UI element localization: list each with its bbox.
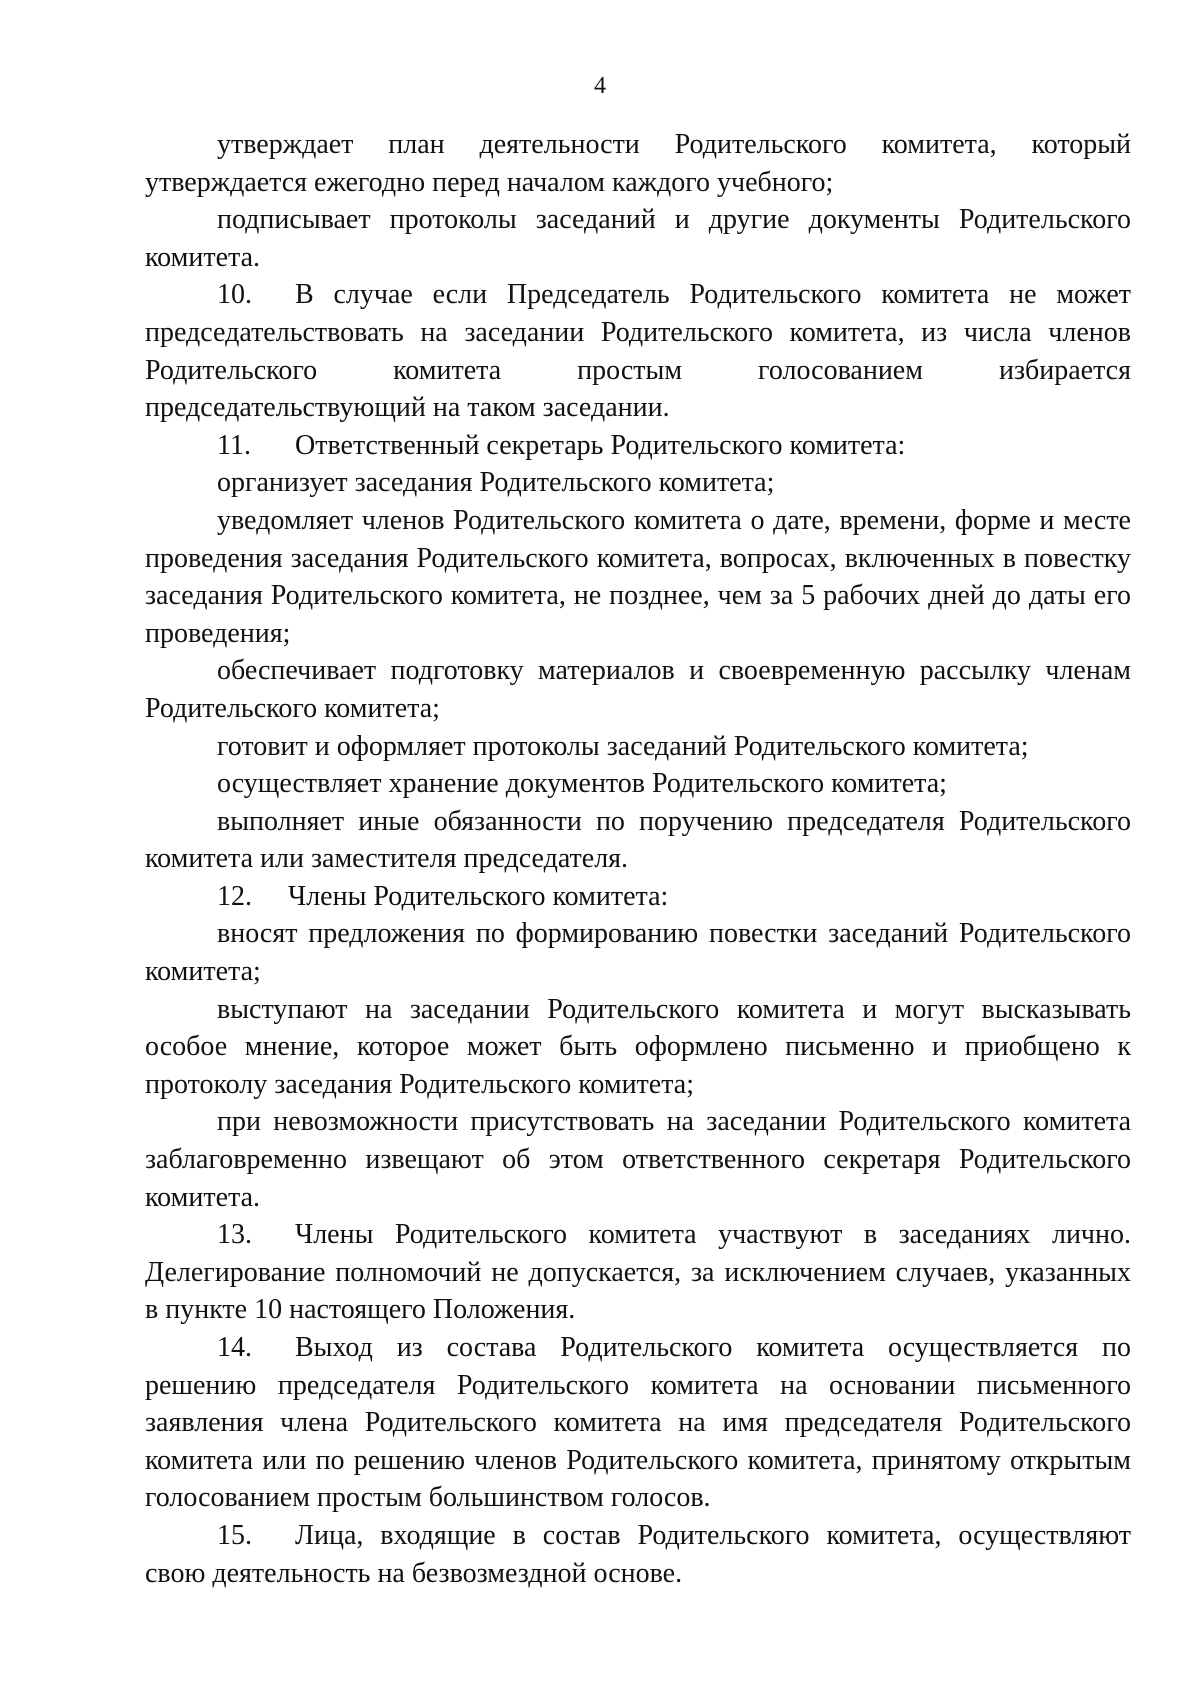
paragraph [145, 1103, 1131, 1216]
paragraph [145, 126, 1131, 201]
page-number: 4 [594, 73, 606, 99]
paragraph-number: 14. [217, 1332, 252, 1363]
paragraph [145, 502, 1131, 652]
paragraph-text: утверждает план деятельности Родительского комитета, который утверждается ежегодно перед началом каждого учебного; [145, 129, 1131, 198]
paragraph-text: уведомляет членов Родительского комитета о дате, времени, форме и месте проведения заседания Родительского комитета, вопросах, включенных в повестку заседания Родительского комитета, не позднее, чем за 5 рабочих дней до даты его проведения; [145, 504, 1131, 649]
paragraph-number: 12. [217, 880, 252, 912]
paragraph [145, 803, 1131, 878]
numbered-paragraph [145, 1216, 1131, 1329]
paragraph-number: 15. [217, 1519, 252, 1551]
paragraph-text: обеспечивает подготовку материалов и своевременную рассылку членам Родительского комитета; [145, 655, 1131, 724]
paragraph [145, 652, 1131, 727]
paragraph [145, 728, 1131, 766]
paragraph [145, 915, 1131, 990]
paragraph-text: Ответственный секретарь Родительского комитета: [295, 429, 906, 461]
paragraph-text: Члены Родительского комитета: [288, 880, 669, 912]
paragraph [145, 765, 1131, 803]
paragraph-text: осуществляет хранение документов Родительского комитета; [217, 768, 947, 800]
paragraph-text: Выход из состава Родительского комитета осуществляется по решению председателя Родительского комитета на основании письменного заявления члена Родительского комитета на имя председателя Родительского комитета или по решению членов Родительского комитета, принятому открытым голосованием простым большинством голосов. [145, 1332, 1131, 1514]
paragraph-text: готовит и оформляет протоколы заседаний Родительского комитета; [217, 730, 1029, 762]
paragraph [145, 201, 1131, 276]
paragraph-text: Лица, входящие в состав Родительского комитета, осуществляют свою деятельность на безвозмездной основе. [145, 1519, 1131, 1589]
paragraph-text: организует заседания Родительского комитета; [217, 467, 775, 499]
paragraph-text: В случае если Председатель Родительского комитета не может председательствовать на заседании Родительского комитета, из числа членов Родительского комитета простым голосованием избирается председательствующий на таком заседании. [145, 279, 1131, 424]
paragraph-text: при невозможности присутствовать на заседании Родительского комитета заблаговременно извещают об этом ответственного секретаря Родительского комитета. [145, 1106, 1131, 1213]
numbered-paragraph [145, 1329, 1131, 1517]
paragraph [145, 464, 1131, 502]
document-body [145, 126, 1131, 1592]
numbered-paragraph [145, 427, 1131, 465]
paragraph-number: 10. [217, 279, 252, 311]
paragraph-text: подписывает протоколы заседаний и другие документы Родительского комитета. [145, 204, 1131, 273]
paragraph-text: выступают на заседании Родительского комитета и могут высказывать особое мнение, которое может быть оформлено письменно и приобщено к протоколу заседания Родительского комитета; [145, 993, 1131, 1100]
paragraph-number: 13. [217, 1219, 252, 1251]
numbered-paragraph [145, 878, 1131, 916]
numbered-paragraph [145, 276, 1131, 426]
paragraph-text: выполняет иные обязанности по поручению председателя Родительского комитета или заместителя председателя. [145, 805, 1131, 875]
paragraph-number: 11. [217, 429, 251, 461]
paragraph [145, 991, 1131, 1104]
numbered-paragraph [145, 1517, 1131, 1592]
paragraph-text: вносят предложения по формированию повестки заседаний Родительского комитета; [145, 918, 1131, 988]
paragraph-text: Члены Родительского комитета участвуют в заседаниях лично. Делегирование полномочий не допускается, за исключением случаев, указанных в пункте 10 настоящего Положения. [145, 1219, 1131, 1326]
